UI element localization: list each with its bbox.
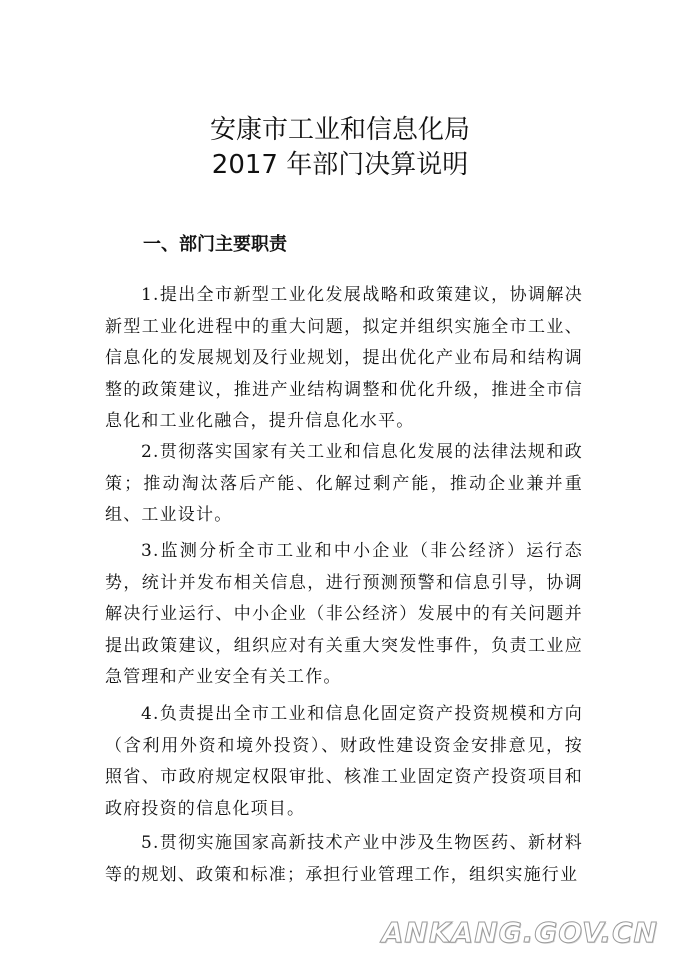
paragraph-4: 4.负责提出全市工业和信息化固定资产投资规模和方向（含利用外资和境外投资）、财政性建设资金安排意见，按照省、市政府规定权限审批、核准工业固定资产投资项目和政府投资的信息化项目。 — [105, 704, 583, 819]
site-watermark: ANKANG.GOV.CN — [381, 916, 658, 949]
document-title-line1: 安康市工业和信息化局 — [209, 115, 470, 145]
paragraph-1: 1.提出全市新型工业化发展战略和政策建议，协调解决新型工业化进程中的重大问题，拟定并组织实施全市工业、信息化的发展规划及行业规划，提出优化产业布局和结构调整的政策建议，推进产业结构调整和优化升级，推进全市信息化和工业化融合，提升信息化水平。 — [105, 285, 583, 431]
document-title-line2: 2017 年部门决算说明 — [211, 150, 469, 180]
paragraph-2: 2.贯彻落实国家有关工业和信息化发展的法律法规和政策；推动淘汰落后产能、化解过剩产能，推动企业兼并重组、工业设计。 — [105, 442, 583, 525]
section-heading: 一、部门主要职责 — [143, 234, 287, 255]
paragraph-3: 3.监测分析全市工业和中小企业（非公经济）运行态势，统计并发布相关信息，进行预测预警和信息引导，协调解决行业运行、中小企业（非公经济）发展中的有关问题并提出政策建议，组织应对有关重大突发性事件，负责工业应急管理和产业安全有关工作。 — [105, 541, 583, 687]
paragraph-5: 5.贯彻实施国家高新技术产业中涉及生物医药、新材料等的规划、政策和标准；承担行业管理工作，组织实施行业 — [105, 833, 583, 885]
